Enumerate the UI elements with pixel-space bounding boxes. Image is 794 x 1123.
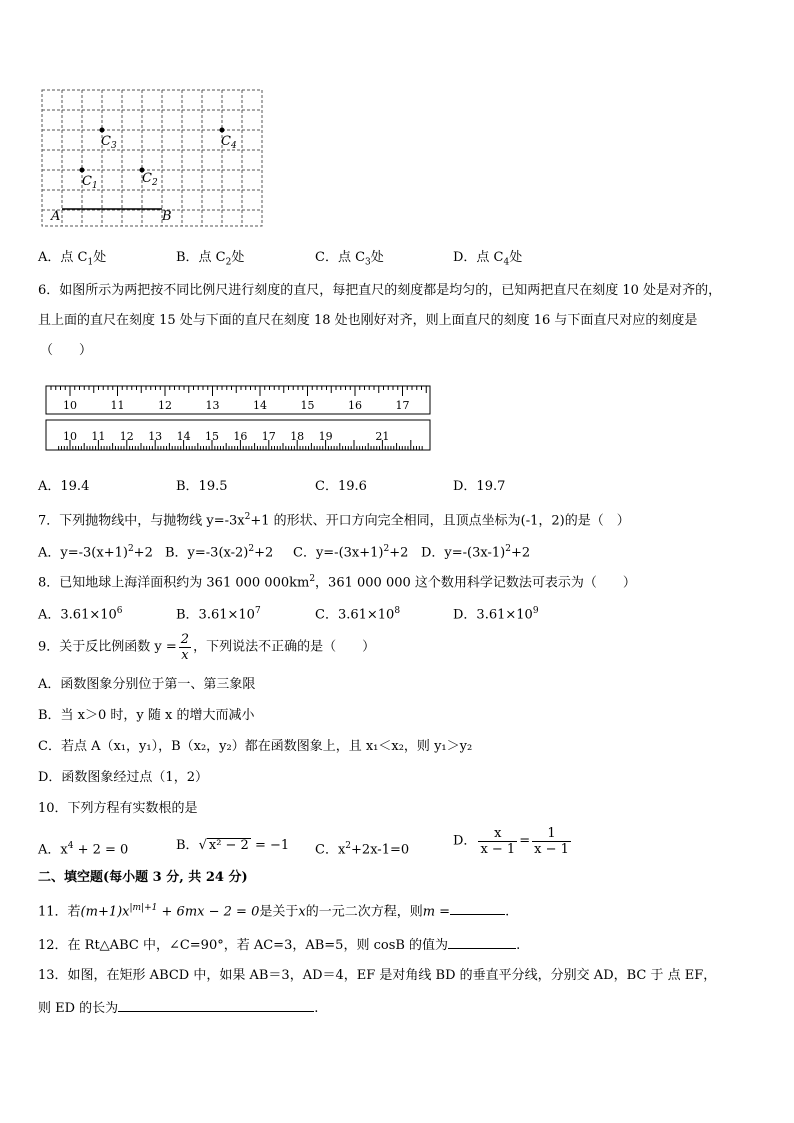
point-c1 <box>80 168 85 173</box>
q12-stem: 12．在 Rt△ABC 中，∠C=90°，若 AC=3，AB=5，则 cosB 的值为 . <box>38 938 521 953</box>
q7-option-b: B．$y=-3(x-2)^2+2$ <box>165 544 274 561</box>
label-b: B <box>162 209 172 224</box>
q6-option-a: A．19.4 <box>38 479 90 494</box>
point-c4 <box>220 128 225 133</box>
q9-option-b: B．当 x＞0 时，y 随 x 的增大而减小 <box>38 708 255 723</box>
q12-answer-blank[interactable] <box>448 936 516 949</box>
q8-stem: 8．已知地球上海洋面积约为 361 000 $000km^2$，361 000 000 这个数用科学记数法可表示为（ ） <box>38 574 636 591</box>
q9-option-d: D．函数图象经过点（1，2） <box>38 770 208 785</box>
q10-option-d: D． $\frac{x}{x - 1}$ = $\frac{1}{x - 1}$ <box>453 826 569 857</box>
point-c3 <box>100 128 105 133</box>
bottom-ruler-label: 19 <box>318 430 333 443</box>
top-ruler-body <box>46 386 430 414</box>
q7-option-c: C．$y=-(3x+1)^2+2$ <box>293 544 409 561</box>
label-c2: $C_2$ <box>142 171 158 188</box>
top-ruler-label: 13 <box>205 399 220 412</box>
q6-stem-line1: 6．如图所示为两把按不同比例尺进行刻度的直尺，每把直尺的刻度都是均匀的，已知两把直尺在刻度 10 处是对齐的， <box>38 283 722 298</box>
bottom-ruler-label: 14 <box>176 430 191 443</box>
q6-option-c: C．19.6 <box>315 479 367 494</box>
q8-option-a: A．$3.61\times 10^6$ <box>38 606 123 623</box>
q5-option-a: A．点 $C_1$处 <box>38 250 107 268</box>
bottom-ruler-label: 17 <box>261 430 276 443</box>
q6-stem-line3: （ ） <box>40 343 93 358</box>
q6-option-d: D．19.7 <box>453 479 506 494</box>
top-ruler-label: 11 <box>110 399 125 412</box>
bottom-ruler <box>46 420 430 450</box>
q9-option-a: A．函数图象分别位于第一、第三象限 <box>38 677 256 692</box>
q7-option-a: A．$y=-3(x+1)^2+2$ <box>38 544 153 561</box>
q10-d-frac-right: $\frac{1}{x - 1}$ <box>534 826 569 857</box>
section-2-title: 二、填空题(每小题 3 分, 共 24 分) <box>38 870 248 885</box>
bottom-ruler-label: 18 <box>290 430 305 443</box>
q7-option-d: D．$y=-(3x-1)^2+2$ <box>421 544 531 561</box>
q6-stem-line2: 且上面的直尺在刻度 15 处与下面的直尺在刻度 18 处也刚好对齐，则上面直尺的刻度 16 与下面直尺对应的刻度是 <box>38 313 698 328</box>
bottom-ruler-label: 11 <box>91 430 106 443</box>
q6-option-b: B．19.5 <box>176 479 228 494</box>
top-ruler-label: 14 <box>253 399 267 412</box>
q10-stem: 10．下列方程有实数根的是 <box>38 801 198 816</box>
q9-option-c: C．若点 A（x₁，y₁），B（x₂，y₂）都在函数图象上，且 x₁＜x₂，则 y₁＞y₂ <box>38 739 473 754</box>
q8-option-b: B．$3.61\times 10^7$ <box>176 606 261 623</box>
label-c3: $C_3$ <box>101 134 117 151</box>
q7-stem: 7．下列抛物线中，与抛物线 $y=-3x^2+1$ 的形状、开口方向完全相同，且顶点坐标为(-1，2)的是（ ） <box>38 512 630 529</box>
q10-option-c: C．$x^2+2x-1=0$ <box>315 841 410 858</box>
bottom-ruler-label: 16 <box>233 430 248 443</box>
top-ruler-label: 12 <box>158 399 172 412</box>
q10-option-b: B．√ x² − 2 = −1 <box>176 838 290 853</box>
bottom-ruler-label: 10 <box>63 430 77 443</box>
q9-stem: 9．关于反比例函数 y = $\frac{2}{x}$ ，下列说法不正确的是（ ） <box>38 632 376 663</box>
grid-lines <box>42 90 262 226</box>
label-c1: $C_1$ <box>82 174 98 191</box>
top-ruler-label: 17 <box>395 399 410 412</box>
q5-option-c: C．点 $C_3$处 <box>315 250 384 268</box>
top-ruler <box>46 386 430 414</box>
top-ruler-label: 10 <box>63 399 77 412</box>
q5-option-b: B．点 $C_2$处 <box>176 250 245 268</box>
q9-fraction: $\frac{2}{x}$ <box>180 632 190 663</box>
top-ruler-label: 15 <box>300 399 315 412</box>
q10-d-frac-left: $\frac{x}{x - 1}$ <box>480 826 516 857</box>
bottom-ruler-label: 21 <box>375 430 390 443</box>
q8-option-d: D．$3.61\times 10^9$ <box>453 606 539 623</box>
bottom-ruler-label: 13 <box>148 430 163 443</box>
grid-figure <box>40 88 265 230</box>
q10-option-a: A．$x^4 + 2 = 0$ <box>38 841 129 858</box>
label-c4: $C_4$ <box>221 134 237 151</box>
rulers-figure <box>44 380 434 455</box>
q13-stem-line1: 13．如图，在矩形 ABCD 中，如果 AB＝3，AD＝4，EF 是对角线 BD 的垂直平分线，分别交 AD，BC 于 点 EF， <box>38 968 717 983</box>
q13-answer-blank[interactable] <box>118 999 314 1012</box>
bottom-ruler-label: 15 <box>205 430 219 443</box>
label-a: A <box>51 209 61 224</box>
q11-answer-blank[interactable] <box>450 902 505 915</box>
q8-option-c: C．$3.61\times 10^8$ <box>315 606 401 623</box>
q5-option-d: D．点 $C_4$处 <box>453 250 523 268</box>
q11-stem: 11．若$(m+1)x^{|m|+1} + 6mx - 2 = 0$是关于x的一元二次方程，则m = . <box>38 903 510 920</box>
top-ruler-label: 16 <box>348 399 362 412</box>
q13-stem-line2: 则 ED 的长为 . <box>38 1001 319 1016</box>
bottom-ruler-label: 12 <box>119 430 134 443</box>
